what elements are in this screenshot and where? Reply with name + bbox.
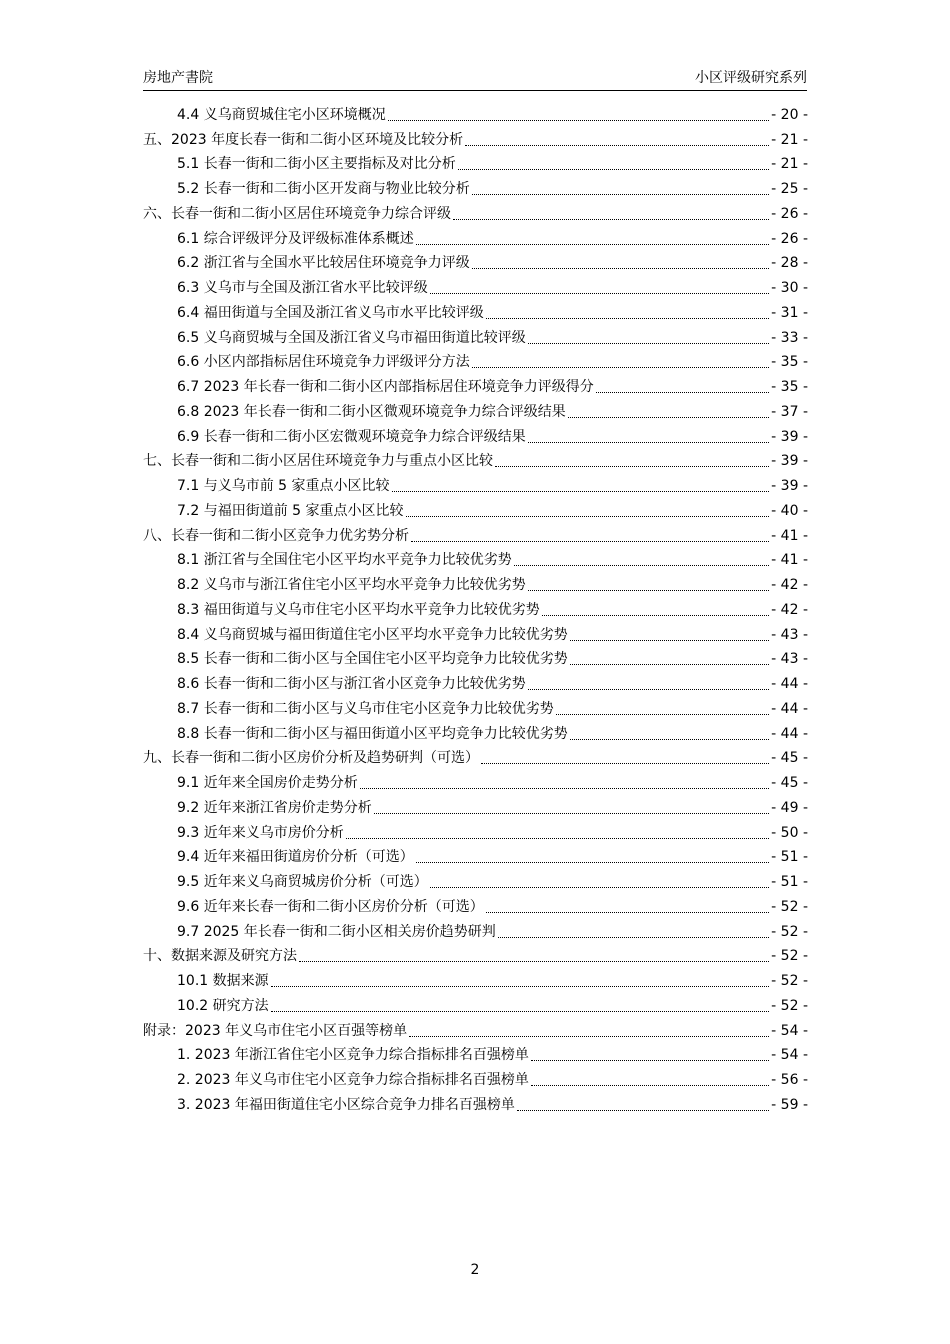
toc-entry-title: 七、长春一街和二街小区居住环境竞争力与重点小区比较: [143, 453, 493, 470]
toc-entry-title: 9.7 2025 年长春一街和二街小区相关房价趋势研判: [177, 923, 496, 940]
toc-entry-title: 10.1 数据来源: [177, 973, 269, 989]
toc-leader-dots: [416, 244, 769, 245]
toc-entry-title: 五、2023 年度长春一街和二街小区环境及比较分析: [143, 131, 464, 148]
toc-entry[interactable]: [143, 744, 808, 769]
toc-entry[interactable]: [143, 645, 808, 670]
toc-entry-title: 6.9 长春一街和二街小区宏微观环境竞争力综合评级结果: [177, 428, 526, 445]
toc-entry[interactable]: [143, 1090, 808, 1115]
toc-leader-dots: [514, 565, 769, 566]
toc-entry[interactable]: [143, 991, 808, 1016]
toc-leader-dots: [346, 838, 769, 839]
toc-entry[interactable]: [143, 966, 808, 991]
toc-leader-dots: [486, 912, 769, 913]
toc-leader-dots: [596, 392, 769, 393]
toc-entry-title: 6.5 义乌商贸城与全国及浙江省义乌市福田街道比较评级: [177, 329, 526, 346]
table-of-contents: [143, 100, 808, 1115]
toc-leader-dots: [556, 714, 769, 715]
toc-entry-page: - 52 -: [771, 997, 808, 1014]
toc-entry[interactable]: [143, 892, 808, 917]
toc-entry-title: 9.4 近年来福田街道房价分析（可选）: [177, 849, 414, 866]
toc-entry-title: 6.6 小区内部指标居住环境竞争力评级评分方法: [177, 354, 470, 371]
toc-entry[interactable]: [143, 570, 808, 595]
toc-entry-page: - 52 -: [771, 973, 808, 989]
toc-leader-dots: [481, 763, 769, 764]
toc-entry-page: - 45 -: [771, 775, 808, 791]
toc-entry-title: 6.7 2023 年长春一街和二街小区内部指标居住环境竞争力评级得分: [177, 379, 594, 395]
toc-entry-page: - 21 -: [771, 131, 808, 148]
toc-entry-title: 8.6 长春一街和二街小区与浙江省小区竞争力比较优劣势: [177, 676, 526, 692]
toc-entry[interactable]: [143, 843, 808, 868]
toc-entry-page: - 30 -: [771, 280, 808, 296]
toc-entry[interactable]: [143, 521, 808, 546]
toc-entry[interactable]: [143, 249, 808, 274]
toc-entry[interactable]: [143, 546, 808, 571]
toc-entry[interactable]: [143, 793, 808, 818]
toc-leader-dots: [299, 961, 769, 962]
toc-leader-dots: [411, 541, 769, 542]
toc-entry[interactable]: [143, 620, 808, 645]
toc-entry-page: - 59 -: [771, 1096, 808, 1113]
toc-entry-title: 6.4 福田街道与全国及浙江省义乌市水平比较评级: [177, 304, 484, 321]
toc-entry[interactable]: [143, 942, 808, 967]
toc-entry-title: 8.7 长春一街和二街小区与义乌市住宅小区竞争力比较优劣势: [177, 700, 554, 717]
toc-entry-page: - 20 -: [771, 106, 808, 123]
toc-entry[interactable]: [143, 323, 808, 348]
toc-entry[interactable]: [143, 372, 808, 397]
toc-leader-dots: [498, 937, 769, 938]
toc-entry-title: 9.6 近年来长春一街和二街小区房价分析（可选）: [177, 898, 484, 915]
toc-entry[interactable]: [143, 1016, 808, 1041]
toc-leader-dots: [570, 739, 769, 740]
toc-leader-dots: [271, 1011, 770, 1012]
toc-entry[interactable]: [143, 768, 808, 793]
toc-leader-dots: [472, 367, 769, 368]
toc-entry[interactable]: [143, 125, 808, 150]
toc-entry[interactable]: [143, 397, 808, 422]
toc-entry-page: - 41 -: [771, 527, 808, 544]
toc-leader-dots: [495, 466, 769, 467]
toc-leader-dots: [458, 169, 769, 170]
toc-leader-dots: [472, 268, 769, 269]
toc-entry-title: 7.2 与福田街道前 5 家重点小区比较: [177, 502, 404, 519]
toc-entry-page: - 40 -: [771, 502, 808, 519]
toc-entry[interactable]: [143, 100, 808, 125]
toc-entry-title: 3. 2023 年福田街道住宅小区综合竞争力排名百强榜单: [177, 1096, 515, 1113]
toc-entry[interactable]: [143, 174, 808, 199]
toc-entry-page: - 42 -: [771, 577, 808, 593]
toc-leader-dots: [528, 689, 769, 690]
toc-entry-title: 8.4 义乌商贸城与福田街道住宅小区平均水平竞争力比较优劣势: [177, 626, 568, 643]
toc-leader-dots: [271, 986, 770, 987]
toc-entry-title: 6.1 综合评级评分及评级标准体系概述: [177, 230, 414, 247]
page-number: 2: [470, 1262, 480, 1278]
toc-entry-title: 1. 2023 年浙江省住宅小区竞争力综合指标排名百强榜单: [177, 1047, 529, 1064]
toc-entry[interactable]: [143, 1041, 808, 1066]
toc-leader-dots: [453, 219, 769, 220]
toc-entry-page: - 37 -: [771, 403, 808, 420]
toc-entry-title: 7.1 与义乌市前 5 家重点小区比较: [177, 478, 390, 494]
toc-entry-page: - 28 -: [771, 255, 808, 272]
toc-entry-title: 2. 2023 年义乌市住宅小区竞争力综合指标排名百强榜单: [177, 1072, 529, 1088]
toc-entry-page: - 25 -: [771, 181, 808, 197]
toc-entry-page: - 26 -: [771, 205, 808, 222]
toc-leader-dots: [528, 590, 769, 591]
toc-entry-title: 8.1 浙江省与全国住宅小区平均水平竞争力比较优劣势: [177, 552, 512, 569]
toc-leader-dots: [528, 442, 769, 443]
toc-entry[interactable]: [143, 669, 808, 694]
toc-leader-dots: [374, 813, 769, 814]
toc-entry-title: 九、长春一街和二街小区房价分析及趋势研判（可选）: [143, 750, 479, 767]
toc-entry-page: - 52 -: [771, 898, 808, 915]
toc-entry-page: - 42 -: [771, 601, 808, 618]
header-right-text: 小区评级研究系列: [695, 70, 807, 86]
toc-entry-page: - 54 -: [771, 1022, 808, 1039]
toc-entry-page: - 45 -: [771, 750, 808, 767]
toc-leader-dots: [416, 862, 769, 863]
toc-entry-title: 6.8 2023 年长春一街和二街小区微观环境竞争力综合评级结果: [177, 403, 566, 420]
toc-entry-page: - 35 -: [771, 379, 808, 395]
toc-entry-page: - 52 -: [771, 923, 808, 940]
toc-entry[interactable]: [143, 447, 808, 472]
toc-entry-title: 8.5 长春一街和二街小区与全国住宅小区平均竞争力比较优劣势: [177, 651, 568, 668]
toc-entry-page: - 39 -: [771, 453, 808, 470]
toc-leader-dots: [406, 516, 770, 517]
toc-entry-title: 6.3 义乌市与全国及浙江省水平比较评级: [177, 280, 428, 296]
toc-entry-page: - 54 -: [771, 1047, 808, 1064]
toc-entry-page: - 44 -: [771, 700, 808, 717]
toc-entry-page: - 26 -: [771, 230, 808, 247]
toc-entry-title: 附录：2023 年义乌市住宅小区百强等榜单: [143, 1022, 408, 1039]
toc-entry-page: - 31 -: [771, 304, 808, 321]
toc-leader-dots: [531, 1060, 769, 1061]
toc-leader-dots: [570, 640, 769, 641]
toc-leader-dots: [409, 1036, 769, 1037]
toc-leader-dots: [568, 417, 769, 418]
toc-entry-title: 9.1 近年来全国房价走势分析: [177, 775, 358, 791]
toc-entry[interactable]: [143, 595, 808, 620]
toc-entry-page: - 35 -: [771, 354, 808, 371]
toc-entry-title: 6.2 浙江省与全国水平比较居住环境竞争力评级: [177, 255, 470, 272]
toc-leader-dots: [570, 664, 769, 665]
toc-entry-page: - 41 -: [771, 552, 808, 569]
toc-entry-page: - 52 -: [771, 948, 808, 965]
toc-entry-page: - 51 -: [771, 849, 808, 866]
toc-entry[interactable]: [143, 348, 808, 373]
toc-entry-title: 5.2 长春一街和二街小区开发商与物业比较分析: [177, 181, 470, 197]
toc-leader-dots: [388, 120, 769, 121]
toc-entry-page: - 39 -: [771, 428, 808, 445]
toc-entry-title: 八、长春一街和二街小区竞争力优劣势分析: [143, 527, 409, 544]
toc-entry[interactable]: [143, 1065, 808, 1090]
page-header: [143, 66, 807, 91]
toc-entry-page: - 43 -: [771, 651, 808, 668]
toc-leader-dots: [465, 145, 769, 146]
toc-entry[interactable]: [143, 422, 808, 447]
toc-entry[interactable]: [143, 471, 808, 496]
toc-leader-dots: [392, 491, 770, 492]
toc-entry[interactable]: [143, 867, 808, 892]
toc-entry[interactable]: [143, 150, 808, 175]
toc-entry-page: - 56 -: [771, 1072, 808, 1088]
toc-entry-title: 8.2 义乌市与浙江省住宅小区平均水平竞争力比较优劣势: [177, 577, 526, 593]
toc-leader-dots: [531, 1085, 769, 1086]
toc-entry-title: 8.8 长春一街和二街小区与福田街道小区平均竞争力比较优劣势: [177, 725, 568, 742]
toc-entry-page: - 43 -: [771, 626, 808, 643]
toc-entry-title: 8.3 福田街道与义乌市住宅小区平均水平竞争力比较优劣势: [177, 601, 540, 618]
toc-entry-title: 9.3 近年来义乌市房价分析: [177, 824, 344, 841]
toc-entry-page: - 33 -: [771, 329, 808, 346]
toc-leader-dots: [486, 318, 769, 319]
toc-entry-title: 4.4 义乌商贸城住宅小区环境概况: [177, 106, 386, 123]
toc-entry[interactable]: [143, 917, 808, 942]
toc-entry-title: 十、数据来源及研究方法: [143, 948, 297, 965]
toc-entry[interactable]: [143, 694, 808, 719]
toc-entry-page: - 50 -: [771, 824, 808, 841]
toc-entry[interactable]: [143, 719, 808, 744]
toc-entry[interactable]: [143, 298, 808, 323]
toc-leader-dots: [542, 615, 769, 616]
toc-entry[interactable]: [143, 496, 808, 521]
toc-leader-dots: [472, 194, 769, 195]
toc-entry[interactable]: [143, 273, 808, 298]
toc-leader-dots: [517, 1110, 769, 1111]
toc-entry-title: 10.2 研究方法: [177, 997, 269, 1014]
toc-entry[interactable]: [143, 224, 808, 249]
toc-entry-title: 六、长春一街和二街小区居住环境竞争力综合评级: [143, 205, 451, 222]
toc-entry[interactable]: [143, 818, 808, 843]
toc-entry-title: 9.2 近年来浙江省房价走势分析: [177, 799, 372, 816]
toc-entry-page: - 44 -: [771, 725, 808, 742]
toc-entry-title: 5.1 长春一街和二街小区主要指标及对比分析: [177, 156, 456, 173]
toc-entry-page: - 21 -: [771, 156, 808, 173]
toc-entry-page: - 39 -: [771, 478, 808, 494]
toc-entry[interactable]: [143, 199, 808, 224]
toc-leader-dots: [430, 887, 769, 888]
toc-entry-page: - 44 -: [771, 676, 808, 692]
toc-entry-page: - 51 -: [771, 874, 808, 890]
toc-entry-title: 9.5 近年来义乌商贸城房价分析（可选）: [177, 874, 428, 890]
toc-leader-dots: [528, 343, 769, 344]
toc-leader-dots: [430, 293, 769, 294]
toc-leader-dots: [360, 788, 769, 789]
toc-entry-page: - 49 -: [771, 799, 808, 816]
header-left-text: 房地产書院: [143, 70, 213, 86]
